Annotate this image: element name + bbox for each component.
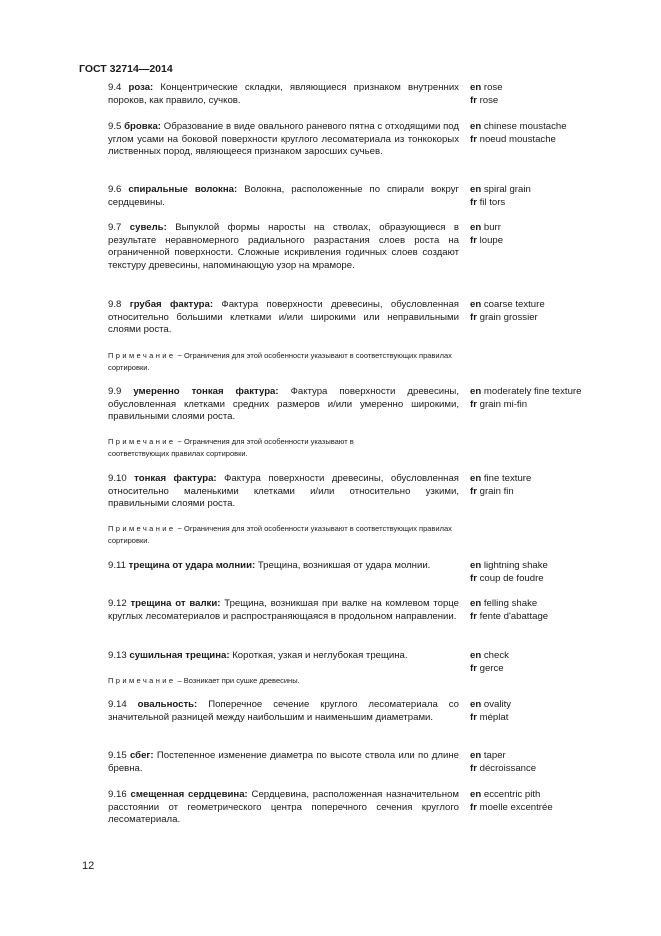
term-translations: en coarse texture fr grain grossier bbox=[470, 299, 545, 323]
term-definition: 9.4 роза: Концентрические складки, являющиеся признаком внутренних пороков, как правило, сучков. bbox=[108, 82, 459, 106]
term-definition: 9.10 тонкая фактура: Фактура поверхности древесины, обусловленная относительно маленькими клетками и/или относительно узкими, правильными слоями роста. bbox=[108, 473, 459, 510]
term-translations: en check fr gerce bbox=[470, 650, 509, 674]
term-definition: 9.9 умеренно тонкая фактура: Фактура поверхности древесины, обусловленная клетками средних размеров и/или умеренно широкими, правильными слоями роста. bbox=[108, 386, 459, 423]
page-number: 12 bbox=[82, 860, 95, 872]
term-definition: 9.16 смещенная сердцевина: Сердцевина, расположенная назначительном расстоянии от геометрического центра поперечного сечения круглого лесоматериала. bbox=[108, 789, 459, 826]
term-definition: 9.6 спиральные волокна: Волокна, расположенные по спирали вокруг сердцевины. bbox=[108, 184, 459, 208]
term-translations: en fine texture fr grain fin bbox=[470, 473, 532, 497]
note: Примечание − Ограничения для этой особенности указывают в соответствующих правилах сортировки. bbox=[108, 351, 452, 372]
term-translations: en lightning shake fr coup de foudre bbox=[470, 560, 548, 584]
term-definition: 9.7 сувель: Выпуклой формы наросты на стволах, образующиеся в результате неравномерного радиального разрастания слоев роста на ограниченной поверхности. Сложные искривления годичных слоев создают текстуру древесины, напоминающую узор на мраморе. bbox=[108, 222, 460, 272]
term-definition: 9.12 трещина от валки: Трещина, возникшая при валке на комлевом торце круглых лесоматериалов и распространяющаяся в продольном направлении. bbox=[108, 598, 460, 622]
term-translations: en eccentric pith fr moelle excentrée bbox=[470, 789, 553, 813]
term-translations: en burr fr loupe bbox=[470, 222, 504, 246]
term-definition: 9.8 грубая фактура: Фактура поверхности древесины, обусловленная относительно большими клетками и/или широкими или неправильными слоями роста. bbox=[108, 299, 459, 336]
note: Примечание − Ограничения для этой особенности указывают в соответствующих правилах сортировки. bbox=[108, 437, 354, 458]
term-translations: en moderately fine texture fr grain mi-fin bbox=[470, 386, 582, 410]
term-translations: en rose fr rose bbox=[470, 82, 503, 106]
document-header: ГОСТ 32714—2014 bbox=[79, 63, 173, 75]
term-definition: 9.13 сушильная трещина: Короткая, узкая и неглубокая трещина. bbox=[108, 650, 408, 661]
term-definition: 9.5 бровка: Образование в виде овального раневого пятна с отходящими под углом усами на боковой поверхности круглого лесоматериала из тонкокорых лиственных пород, являющееся признаком заросших сучьев. bbox=[108, 121, 459, 158]
term-translations: en ovality fr méplat bbox=[470, 699, 512, 723]
term-translations: en spiral grain fr fil tors bbox=[470, 184, 531, 208]
note: Примечание − Ограничения для этой особенности указывают в соответствующих правилах сортировки. bbox=[108, 524, 452, 545]
note: Примечание – Возникает при сушке древесины. bbox=[108, 676, 300, 685]
term-definition: 9.11 трещина от удара молнии: Трещина, возникшая от удара молнии. bbox=[108, 560, 431, 571]
term-translations: en felling shake fr fente d'abattage bbox=[470, 598, 549, 622]
term-translations: en taper fr décroissance bbox=[470, 750, 537, 774]
term-definition: 9.14 овальность: Поперечное сечение круглого лесоматериала со значительной разницей между наибольшим и наименьшим диаметрами. bbox=[108, 699, 460, 723]
term-definition: 9.15 сбег: Постепенное изменение диаметра по высоте ствола или по длине бревна. bbox=[108, 750, 459, 774]
term-translations: en chinese moustache fr noeud moustache bbox=[470, 121, 567, 145]
